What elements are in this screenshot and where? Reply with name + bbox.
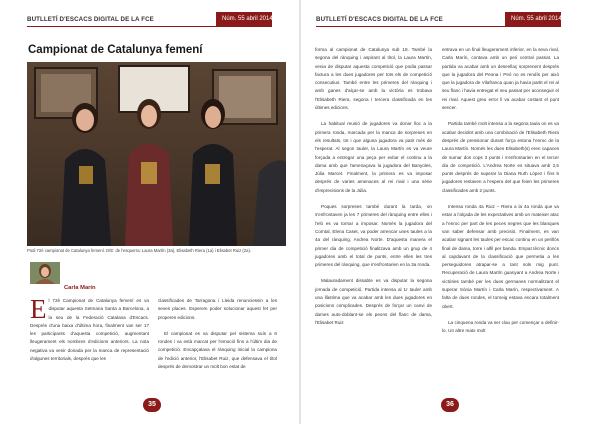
author-name: Carla Marín [64, 285, 96, 291]
left-page [0, 0, 299, 424]
photo-caption: Podi 72è campionat de Catalunya femení. D/E: de l'esquerra: Laura Martín (3a), Elisabeth Riera (1a) i Elisabet Ruiz (2a). [27, 248, 252, 253]
left-col-2: classificades de Tarragona i Lleida renunciessin a les seves places. Esperem poder solucionar aquest fet per properes edicions. El campionat es va disputar pel sistema suís a 6 rondes i va està marcat per l'emoció fins a l'últim dia de competició. Encapçalava el rànquing inicial la campiona de l'edició anterior, l'Elisabet Ruiz, que defensava el títol després de demostrar un molt bon estat de [158, 298, 277, 370]
right-col-1: forma al campionat de Catalunya sub 18. També la segona del rànquing i aspirant al títol, la Laura Martín, venia de disputar aquesta competició que podia passar factura a les dues jugadores per tots els de competició consecutius. També entre les primeres del rànquing i amb ganes d'alçar-se amb la victòria es trobava l'Elisabeth Riera, segona i tercera classificada en les últimes edicions. La habitual reunió de jugadores va donar lloc a la primera ronda, marcada per la manca de sorpreses en els resultats, tot i que alguna jugadora va patir més de l'esperat. Al segon tauler, la Laura Martín es va veure forçada a entregar una peça per evitar el continu a la dama amb que l'amenaçava la jugadora del Banyoles, Júlia Marcet. Finalment, la primera es va imposar després de varies amenaces al rei rival i una sèrie d'imprecisions de la Júlia. Poques sorpreses també durant la tarda, on s'enfrontaven ja les 7 primeres del rànquing entre elles i l'eló es va tornar a imposar. Només la jugadora del Comtal, Elena Caset, va poder arrencar unes taules a la 4a del rànquing, Andrea Norte. D'aquesta manera el primer dia de competició finalitzava amb un grup de 4 jugadores amb el total de punts, entre elles les tres primeres del rànquing, que s'enfrontarien en la 3a ronda. Malauradament dissabte es va disputar la segona jornada de competició. Partida intensa al 1r tauler amb una llàstima que va acabar amb les dues jugadores en posicions complicades. Després de forçar un canvi de dames auto-doblant-se els peons del flanc de dama, l'Elisabet Ruiz [315, 47, 432, 325]
podium-photo [27, 62, 286, 246]
right-page [301, 0, 600, 424]
header-title: BUTLLETÍ D'ESCACS DIGITAL DE LA FCE [27, 16, 154, 23]
left-col-1: El 72è Campionat de Catalunya femení es va disputar aquesta Setmana Santa a Barcelona, a la seu de la Federació Catalana d'Escacs. Després d'una baixa d'última hora, finalment van ser 17 les participants d'aquesta competició, augmentant lleugerament els nombres d'edicions anteriors. La nota negativa va venir donada per la manca de representació d'algunes territorials, després que les [30, 294, 149, 362]
header-title: BUTLLETÍ D'ESCACS DIGITAL DE LA FCE [316, 16, 443, 23]
issue-badge: Núm. 55 abril 2014 [216, 12, 272, 26]
page-number: 36 [441, 398, 459, 412]
right-col-2: entrava en un final lleugerament inferior, en la seva rival, Carla Marín, contava amb un peó central passat. La partida va acabar amb un desenllaç sorprenent després que la jugadora del Peona i Peó no es rendís per això que la jugadora de Vilafranca quan ja havia partit el rei al seu flanc i havia entregat el seu passat per aconseguir el rei rival. Aquest greu error li va acabar costant el punt sencer. Partida també molt intensa a la segona taula on es va acabar decidint amb una combinació de l'Elisabeth Riera després de pressionar durant força estona l'enroc de la Laura Martín. Només les dues Elisabeth(s) eren capaces de sumar dos cops 3 punts i s'enfrontarien en el tercer dia de competició. L'Andrea Norte es situava amb 2,5 punts després de superar la Diana Ruth López i fins 5 jugadores restaven a l'espera del que feien les primeres classificades amb 2 punts. Intensa ronda 4a Ruiz – Riera a la 4a ronda que va estar a l'alçada de les expectatives amb un mateixer atac a l'enroc per part de les peces negres que les blanques van saber defensar amb precisió. Finalment, es van acabar signant les taules per escac continu en un perillós final de dama, torre i alfil per banda. Empat tècnic doncs al capdavant de la classificació que permetia a les perseguidores atrapar-se a tant sols mig punt. Recuperació de Laura Martín guanyant a Andrea Norte i victòries també per les dues germanes normalitzant el superar Sònia Martín i Carla Marín, respectivament. A falta de dues rondes, el torneig estava encara totalment obert. La cinquena ronda va ser clau per començar a definir-lo. Un altre matx molt [442, 47, 559, 334]
header-rule [316, 26, 561, 27]
issue-badge: Núm. 55 abril 2014 [505, 12, 561, 26]
author-avatar [30, 262, 60, 284]
header-rule [27, 26, 272, 27]
article-title: Campionat de Catalunya femení [28, 44, 203, 56]
page-number: 35 [143, 398, 161, 412]
drop-cap: E [30, 294, 47, 324]
